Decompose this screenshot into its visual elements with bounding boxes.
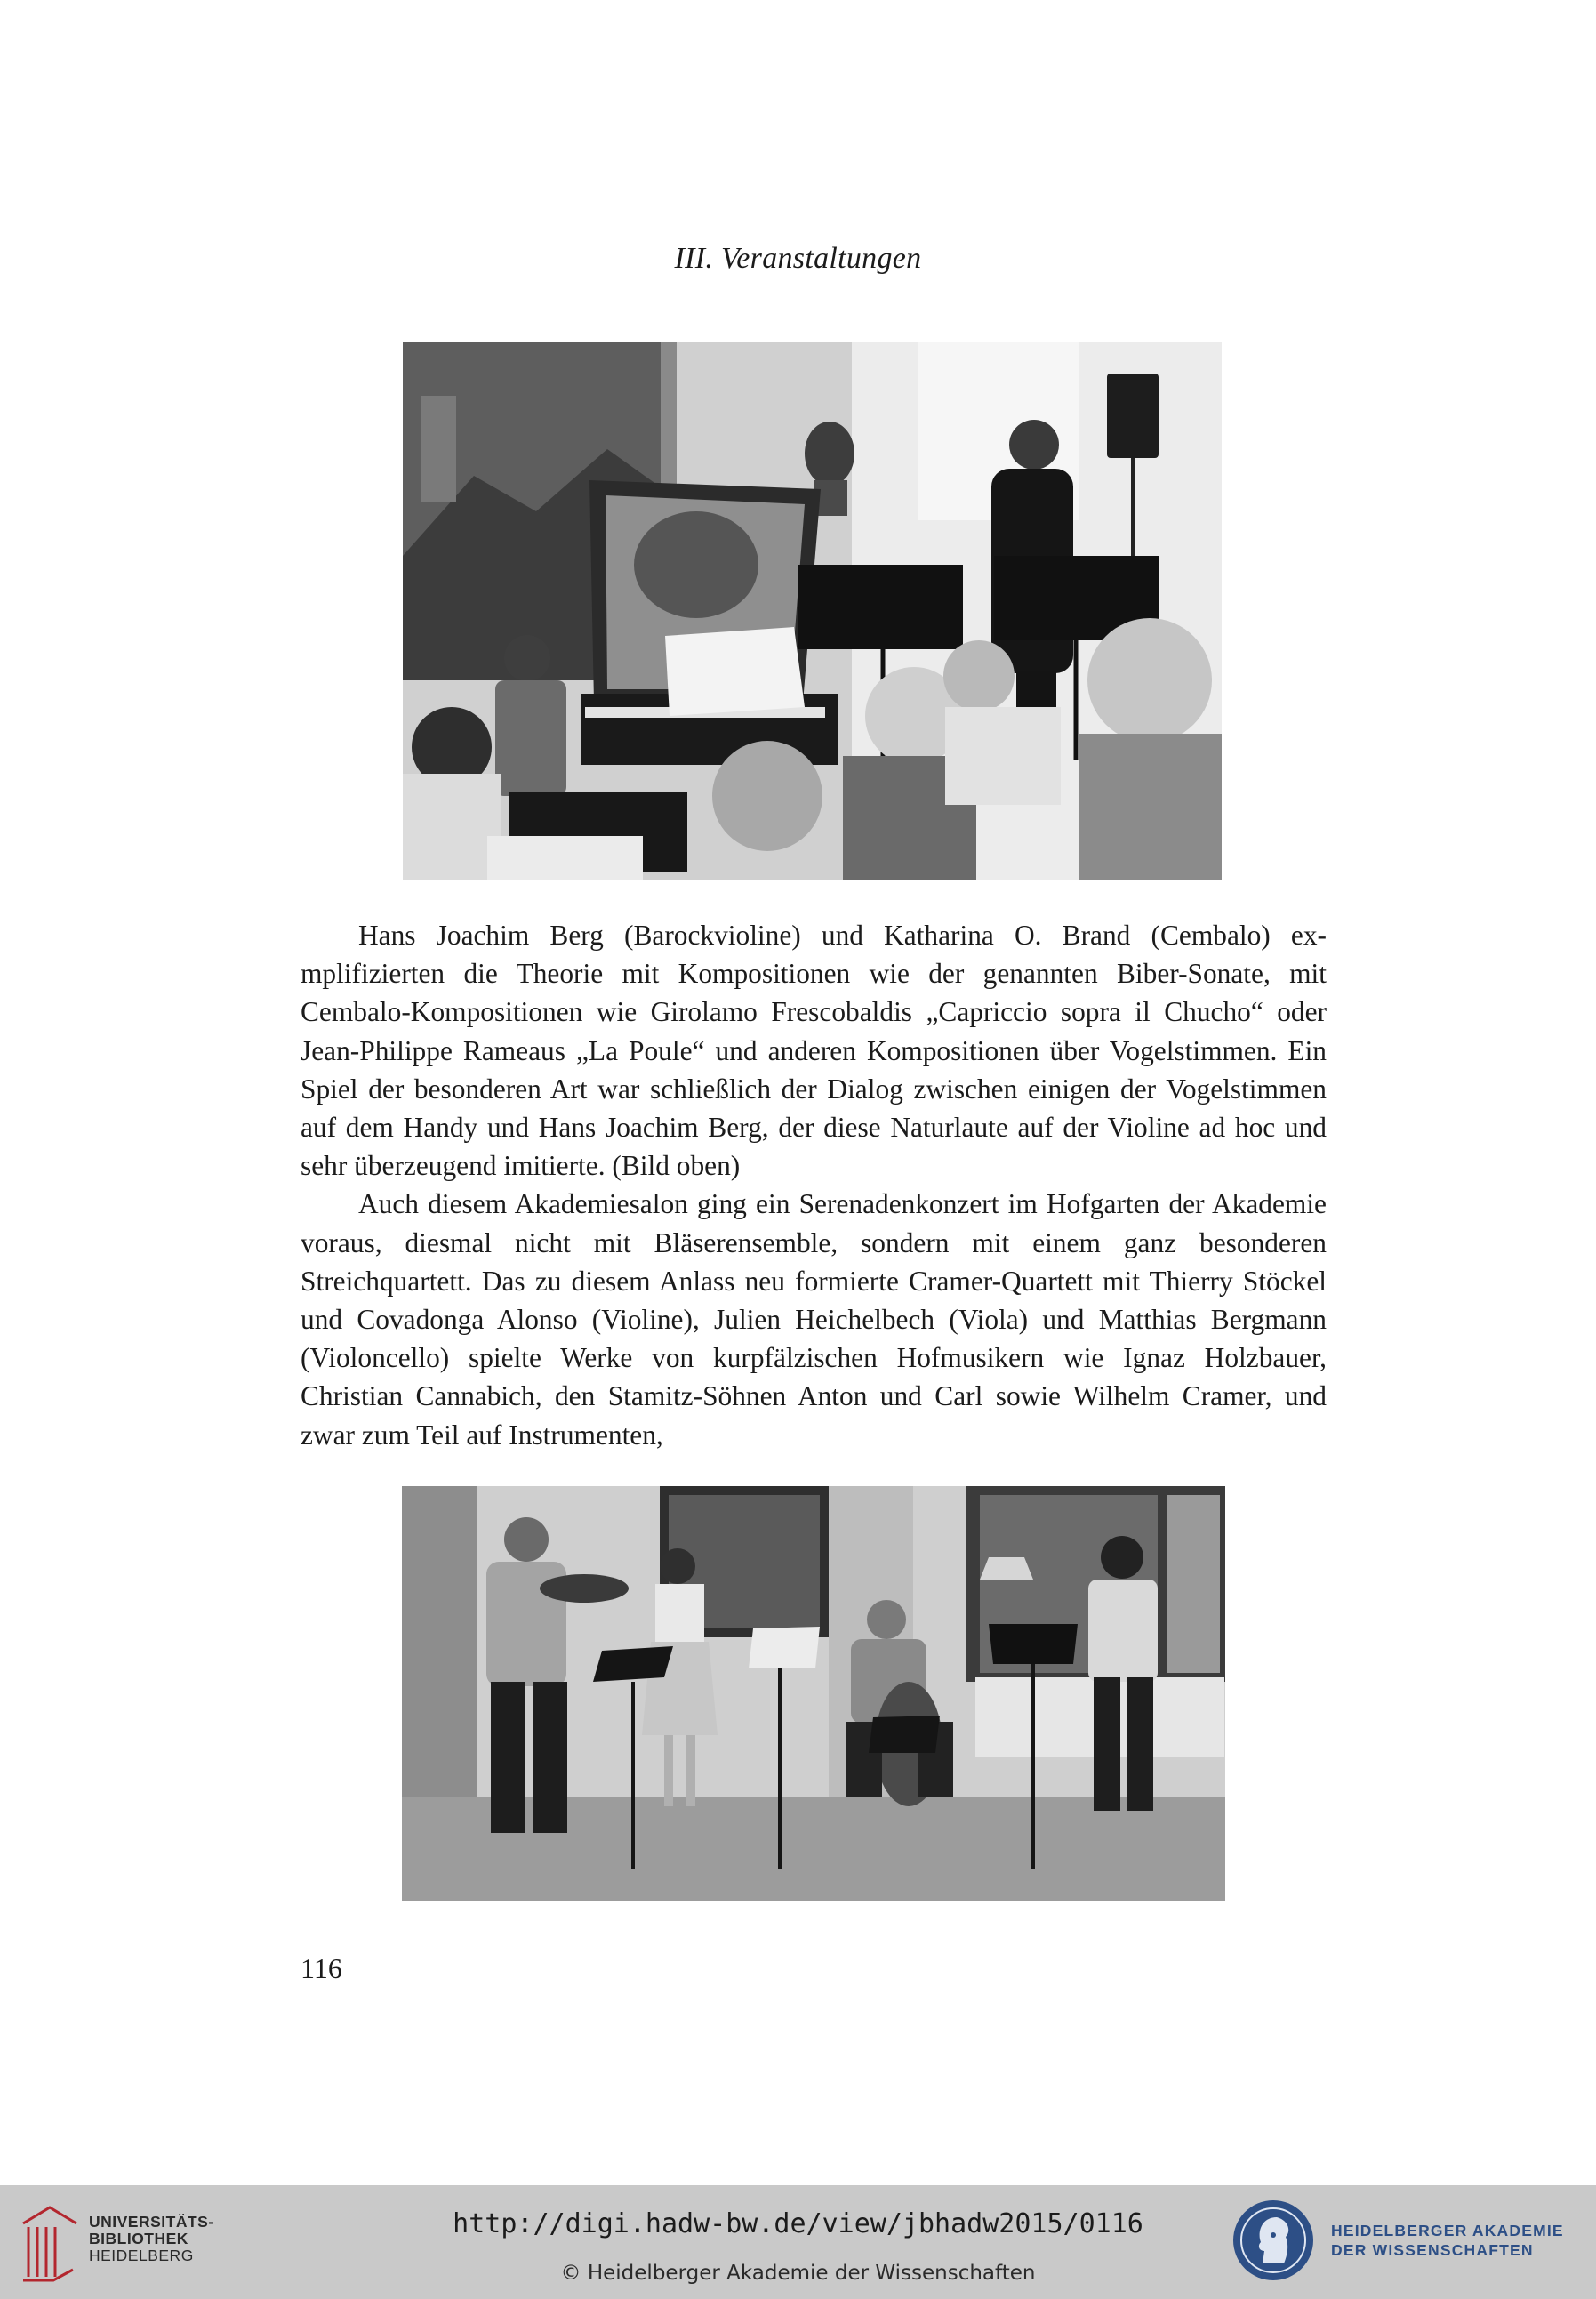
library-name: UNIVERSITÄTS- BIBLIOTHEK HEIDELBERG: [89, 2213, 214, 2264]
running-head: III. Veranstaltungen: [674, 242, 922, 275]
academy-seal-icon: [1231, 2198, 1316, 2283]
academy-name: HEIDELBERGER AKADEMIE DER WISSENSCHAFTEN: [1331, 2222, 1564, 2259]
copyright-notice: © Heidelberger Akademie der Wissenschaften: [560, 2262, 1036, 2285]
digitization-footer: [0, 2185, 1596, 2299]
paragraph: Hans Joachim Berg (Barockvioline) und Katharina O. Brand (Cembalo) exmplifizierten die Theorie mit Kompositionen wie der genannten Biber-Sonate, mit Cembalo-Kompositionen wie Girolamo Frescobaldis „Capriccio sopra il Chucho“ oder Jean-Philippe Rameaus „La Poule“ und anderen Kompositionen über Vogelstimmen. Ein Spiel der besonderen Art war schließlich der Dialog zwischen einigen der Vogelstimmen auf dem Handy und Hans Joachim Berg, der diese Naturlaute auf der Violine ad hoc und sehr überzeugend imitierte. (Bild oben): [301, 920, 1327, 1182]
string-quartet-photo: [402, 1486, 1225, 1901]
harpsichord-concert-photo: [403, 342, 1222, 880]
permalink-url[interactable]: http://digi.hadw-bw.de/view/jbhadw2015/0116: [453, 2208, 1143, 2239]
page-number: 116: [301, 1952, 342, 1984]
paragraph: Auch diesem Akademiesalon ging ein Serenadenkonzert im Hofgarten der Akademie voraus, diesmal nicht mit Bläserensemble, sondern mit einem ganz besonderen Streichquartett. Das zu diesem Anlass neu formierte Cramer-Quartett mit Thierry Stöckel und Covadonga Alonso (Violine), Julien Heichelbech (Viola) und Matthias Bergmann (Violoncello) spielte Werke von kurpfälzischen Hofmusikern wie Ignaz Holzbauer, Christian Cannabich, den Stamitz-Söhnen Anton und Carl sowie Wilhelm Cramer, und zwar zum Teil auf Instrumenten,: [301, 1188, 1327, 1451]
article-body: [301, 916, 1327, 1454]
